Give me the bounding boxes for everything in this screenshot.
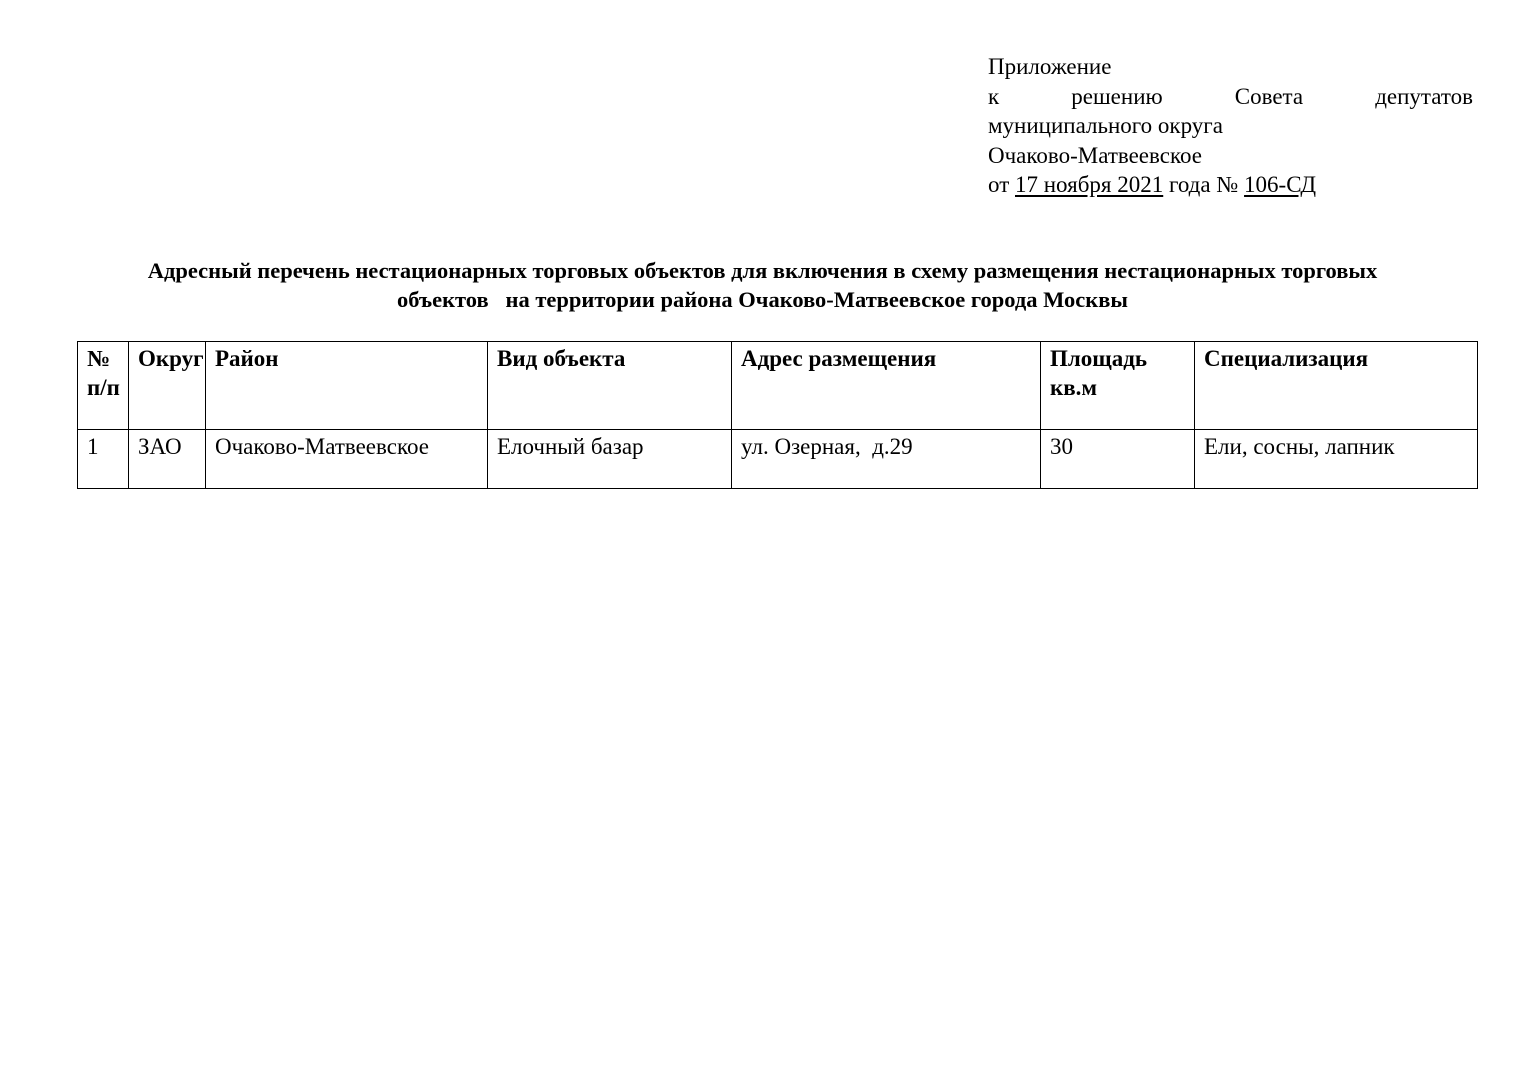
table-row xyxy=(78,430,1478,489)
appendix-word: депутатов xyxy=(1375,83,1473,109)
appendix-header xyxy=(988,52,1473,200)
cell-number: 1 xyxy=(78,430,129,489)
cell-object-type: Елочный базар xyxy=(488,430,732,489)
header-okrug: Округ xyxy=(129,342,206,430)
document-title-line-2: объектов на территории района Очаково-Матвеевское города Москвы xyxy=(397,287,1128,312)
document-title xyxy=(40,256,1485,314)
header-object-type: Вид объекта xyxy=(488,342,732,430)
appendix-word: Совета xyxy=(1234,83,1304,109)
header-number: № п/п xyxy=(78,342,129,430)
appendix-date-middle: года № xyxy=(1168,172,1239,197)
appendix-word: к xyxy=(988,83,1000,109)
table-header-row xyxy=(78,342,1478,430)
header-area: Площадь кв.м xyxy=(1041,342,1195,430)
appendix-date: 17 ноября 2021 xyxy=(1015,172,1164,197)
header-address: Адрес размещения xyxy=(732,342,1041,430)
header-rayon: Район xyxy=(206,342,488,430)
appendix-number: 106-СД xyxy=(1244,172,1317,197)
appendix-title: Приложение xyxy=(988,54,1112,79)
appendix-date-prefix: от xyxy=(988,172,1010,197)
cell-okrug: ЗАО xyxy=(129,430,206,489)
appendix-word: решению xyxy=(1071,83,1163,109)
appendix-date-line xyxy=(988,170,1473,200)
cell-rayon: Очаково-Матвеевское xyxy=(206,430,488,489)
appendix-decision-line xyxy=(988,82,1473,112)
registry-table xyxy=(77,341,1478,489)
appendix-district-line: Очаково-Матвеевское xyxy=(988,142,1202,168)
cell-specialization: Ели, сосны, лапник xyxy=(1195,430,1478,489)
cell-area: 30 xyxy=(1041,430,1195,489)
header-specialization: Специализация xyxy=(1195,342,1478,430)
appendix-municipal-line: муниципального округа xyxy=(988,113,1223,138)
document-title-line-1: Адресный перечень нестационарных торговых объектов для включения в схему размещения нестационарных торговых xyxy=(147,258,1378,283)
cell-address: ул. Озерная, д.29 xyxy=(732,430,1041,489)
